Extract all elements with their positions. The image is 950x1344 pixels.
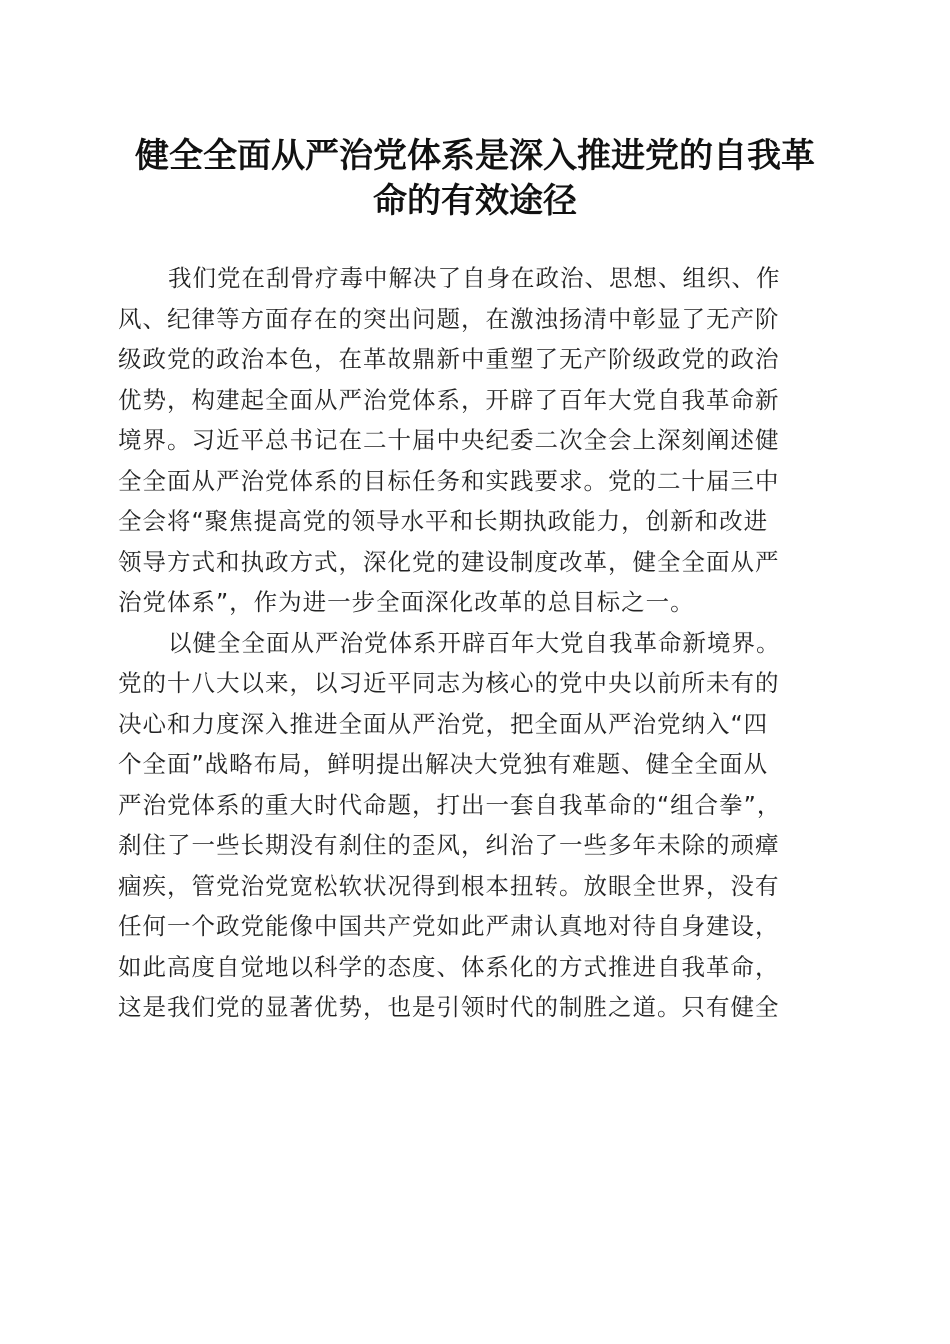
paragraph-line: 党的十八大以来，以习近平同志为核心的党中央以前所未有的 <box>118 669 780 697</box>
paragraph-line: 痼疾，管党治党宽松软状况得到根本扭转。放眼全世界，没有 <box>118 871 780 900</box>
paragraph-line: 我们党在刮骨疗毒中解决了自身在政治、思想、组织、作 <box>168 264 781 292</box>
paragraph-line: 治党体系”，作为进一步全面深化改革的总目标之一。 <box>118 588 695 616</box>
paragraph-2 <box>118 623 838 1028</box>
document-title <box>110 134 840 224</box>
paragraph-line: 如此高度自觉地以科学的态度、体系化的方式推进自我革命， <box>118 952 780 981</box>
paragraph-line: 级政党的政治本色，在革故鼎新中重塑了无产阶级政党的政治 <box>118 345 780 373</box>
paragraph-line: 全全面从严治党体系的目标任务和实践要求。党的二十届三中 <box>118 466 780 495</box>
paragraph-line: 以健全全面从严治党体系开辟百年大党自我革命新境界。 <box>168 628 781 657</box>
paragraph-line: 风、纪律等方面存在的突出问题，在激浊扬清中彰显了无产阶 <box>118 304 780 333</box>
paragraph-line: 刹住了一些长期没有刹住的歪风，纠治了一些多年未除的顽瘴 <box>118 831 780 859</box>
title-line: 命的有效途径 <box>373 181 577 221</box>
paragraph-line: 任何一个政党能像中国共产党如此严肃认真地对待自身建设， <box>118 912 780 940</box>
paragraph-line: 严治党体系的重大时代命题，打出一套自我革命的“组合拳”， <box>118 790 782 819</box>
paragraph-line: 优势，构建起全面从严治党体系，开辟了百年大党自我革命新 <box>118 385 780 414</box>
paragraph-line: 全会将“聚焦提高党的领导水平和长期执政能力，创新和改进 <box>118 507 769 535</box>
document-body <box>118 258 838 1028</box>
paragraph-line: 这是我们党的显著优势，也是引领时代的制胜之道。只有健全 <box>118 993 780 1021</box>
paragraph-line: 领导方式和执政方式，深化党的建设制度改革，健全全面从严 <box>118 547 780 576</box>
paragraph-line: 个全面”战略布局，鲜明提出解决大党独有难题、健全全面从 <box>118 750 769 778</box>
paragraph-line: 境界。习近平总书记在二十届中央纪委二次全会上深刻阐述健 <box>118 426 780 454</box>
paragraph-1 <box>118 258 838 623</box>
title-line: 健全全面从严治党体系是深入推进党的自我革 <box>135 136 815 176</box>
paragraph-line: 决心和力度深入推进全面从严治党，把全面从严治党纳入“四 <box>118 709 769 738</box>
